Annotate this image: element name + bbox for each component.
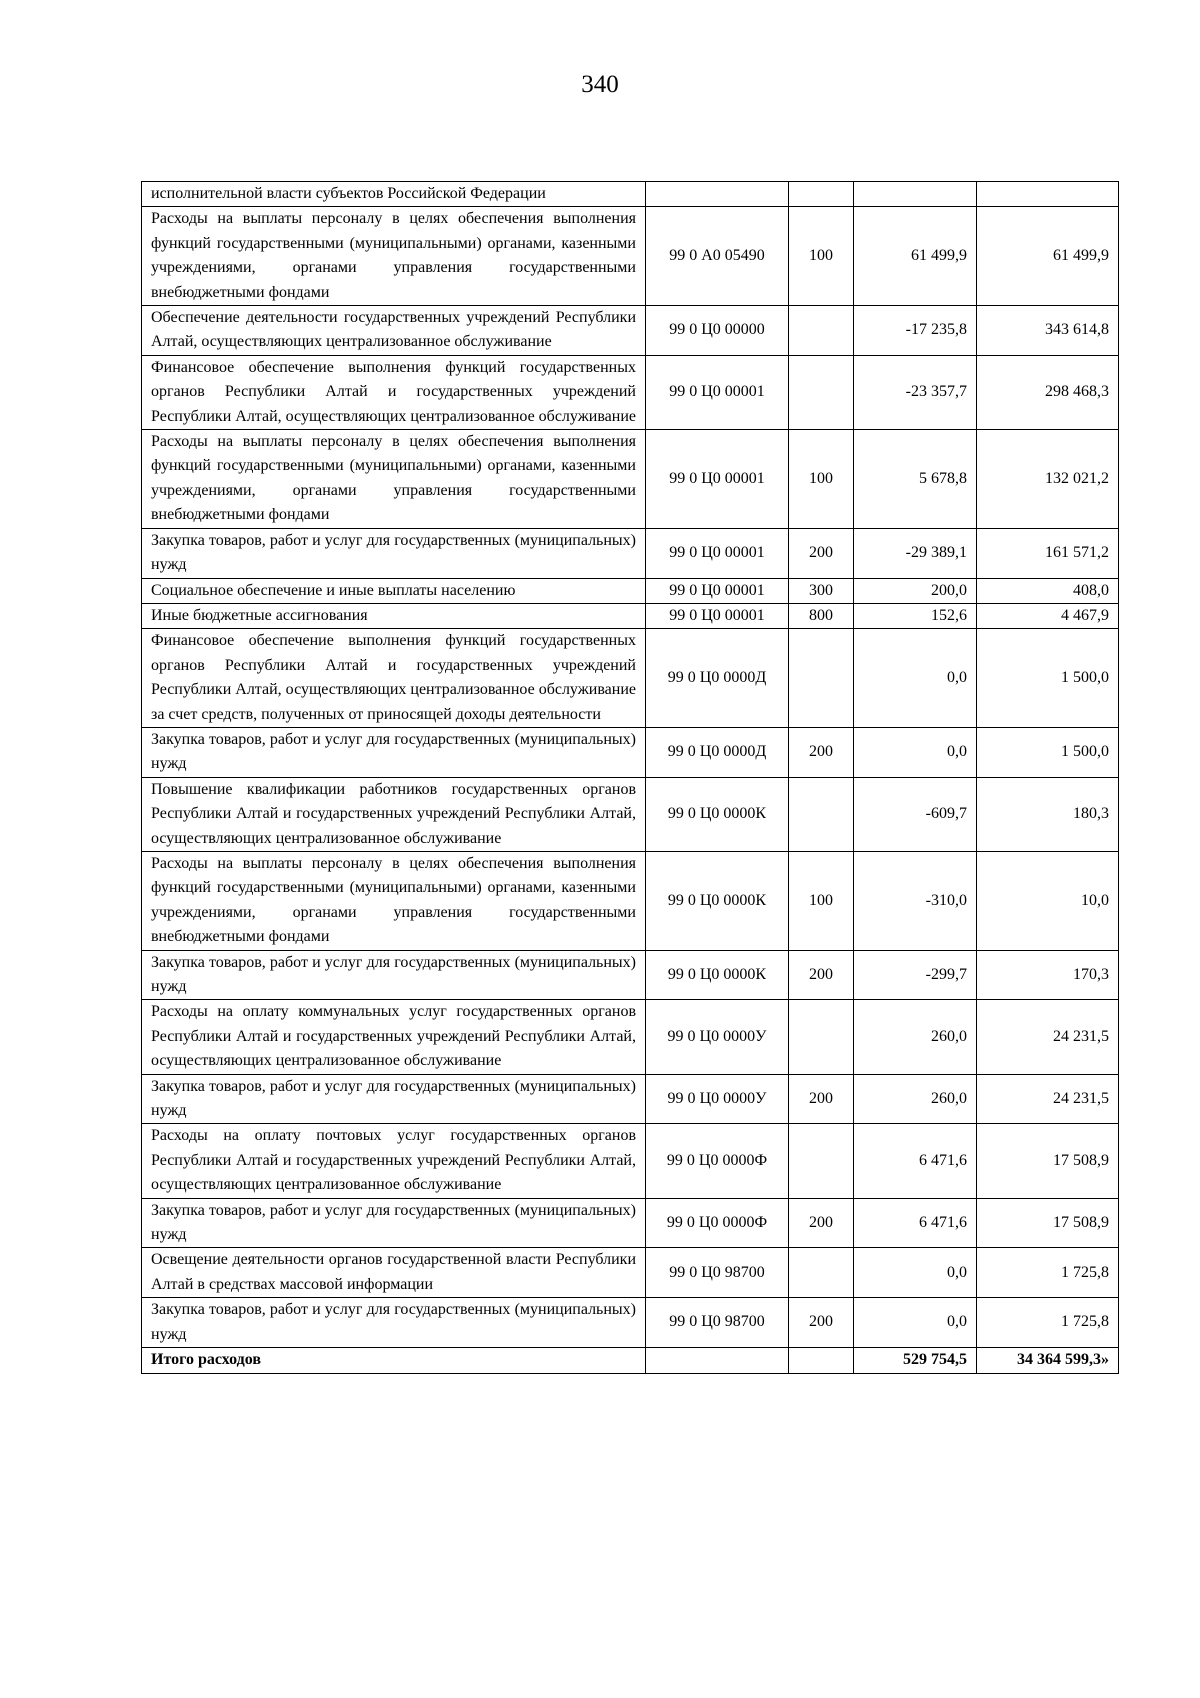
- row-description: Расходы на оплату коммунальных услуг государственных органов Республики Алтай и государственных учреждений Республики Алтай, осуществляющих централизованное обслуживание: [142, 1000, 646, 1074]
- table-row: [142, 1198, 1119, 1248]
- row-target-code: 99 0 Ц0 0000Д: [646, 727, 789, 777]
- row-total-amount: 17 508,9: [977, 1198, 1119, 1248]
- row-total-amount: 1 725,8: [977, 1298, 1119, 1348]
- row-expense-type: 800: [789, 603, 854, 628]
- row-description: исполнительной власти субъектов Российской Федерации: [142, 182, 646, 207]
- row-total-amount: 343 614,8: [977, 306, 1119, 356]
- row-target-code: 99 0 Ц0 00001: [646, 578, 789, 603]
- row-target-code: 99 0 Ц0 0000У: [646, 1000, 789, 1074]
- table-row: [142, 207, 1119, 306]
- row-total-amount: 24 231,5: [977, 1000, 1119, 1074]
- row-change-amount: 260,0: [854, 1000, 977, 1074]
- table-row: [142, 777, 1119, 851]
- total-change-amount: 529 754,5: [854, 1348, 977, 1373]
- row-total-amount: 17 508,9: [977, 1124, 1119, 1198]
- table-row: [142, 1000, 1119, 1074]
- row-description: Закупка товаров, работ и услуг для государственных (муниципальных) нужд: [142, 1298, 646, 1348]
- row-description: Обеспечение деятельности государственных учреждений Республики Алтай, осуществляющих централизованное обслуживание: [142, 306, 646, 356]
- row-target-code: 99 0 Ц0 0000Ф: [646, 1198, 789, 1248]
- row-description: Расходы на выплаты персоналу в целях обеспечения выполнения функций государственными (муниципальными) органами, казенными учреждениями, органами управления государственными внебюджетными фондами: [142, 430, 646, 529]
- row-change-amount: 260,0: [854, 1074, 977, 1124]
- row-total-amount: 10,0: [977, 851, 1119, 950]
- row-target-code: 99 0 Ц0 00001: [646, 355, 789, 429]
- row-expense-type: [789, 182, 854, 207]
- table-row: [142, 355, 1119, 429]
- row-target-code: 99 0 Ц0 0000К: [646, 950, 789, 1000]
- row-total-amount: 1 500,0: [977, 727, 1119, 777]
- row-total-amount: 24 231,5: [977, 1074, 1119, 1124]
- row-expense-type: [789, 1248, 854, 1298]
- row-target-code: 99 0 Ц0 00001: [646, 528, 789, 578]
- row-description: Финансовое обеспечение выполнения функций государственных органов Республики Алтай и государственных учреждений Республики Алтай, осуществляющих централизованное обслуживание за счет средств, полученных от приносящей доходы деятельности: [142, 629, 646, 728]
- row-target-code: 99 0 Ц0 00001: [646, 430, 789, 529]
- row-total-amount: 61 499,9: [977, 207, 1119, 306]
- row-target-code: 99 0 Ц0 00001: [646, 603, 789, 628]
- table-row: [142, 950, 1119, 1000]
- row-change-amount: -609,7: [854, 777, 977, 851]
- table-row: [142, 1124, 1119, 1198]
- row-expense-type: [789, 355, 854, 429]
- row-expense-type: 100: [789, 207, 854, 306]
- row-expense-type: 100: [789, 430, 854, 529]
- table-row: [142, 1298, 1119, 1348]
- row-target-code: 99 0 А0 05490: [646, 207, 789, 306]
- row-description: Закупка товаров, работ и услуг для государственных (муниципальных) нужд: [142, 950, 646, 1000]
- row-target-code: 99 0 Ц0 0000Ф: [646, 1124, 789, 1198]
- row-expense-type: [789, 777, 854, 851]
- table-row: [142, 603, 1119, 628]
- row-description: Закупка товаров, работ и услуг для государственных (муниципальных) нужд: [142, 727, 646, 777]
- row-total-amount: 1 725,8: [977, 1248, 1119, 1298]
- total-label: Итого расходов: [142, 1348, 646, 1373]
- row-description: Расходы на выплаты персоналу в целях обеспечения выполнения функций государственными (муниципальными) органами, казенными учреждениями, органами управления государственными внебюджетными фондами: [142, 851, 646, 950]
- table-row: [142, 629, 1119, 728]
- row-total-amount: [977, 182, 1119, 207]
- row-change-amount: -310,0: [854, 851, 977, 950]
- row-expense-type: 200: [789, 1298, 854, 1348]
- table-row: [142, 727, 1119, 777]
- row-target-code: [646, 182, 789, 207]
- row-description: Закупка товаров, работ и услуг для государственных (муниципальных) нужд: [142, 1074, 646, 1124]
- row-change-amount: -299,7: [854, 950, 977, 1000]
- row-expense-type: 200: [789, 528, 854, 578]
- row-description: Социальное обеспечение и иные выплаты населению: [142, 578, 646, 603]
- row-target-code: 99 0 Ц0 0000У: [646, 1074, 789, 1124]
- table-row: [142, 430, 1119, 529]
- row-change-amount: [854, 182, 977, 207]
- table-row: [142, 1248, 1119, 1298]
- row-total-amount: 180,3: [977, 777, 1119, 851]
- row-change-amount: 0,0: [854, 1248, 977, 1298]
- row-expense-type: 200: [789, 950, 854, 1000]
- row-expense-type: 300: [789, 578, 854, 603]
- row-description: Иные бюджетные ассигнования: [142, 603, 646, 628]
- row-change-amount: 200,0: [854, 578, 977, 603]
- row-description: Закупка товаров, работ и услуг для государственных (муниципальных) нужд: [142, 1198, 646, 1248]
- row-expense-type: [789, 1000, 854, 1074]
- row-description: Расходы на оплату почтовых услуг государственных органов Республики Алтай и государственных учреждений Республики Алтай, осуществляющих централизованное обслуживание: [142, 1124, 646, 1198]
- row-change-amount: 152,6: [854, 603, 977, 628]
- row-change-amount: 0,0: [854, 727, 977, 777]
- row-total-amount: 1 500,0: [977, 629, 1119, 728]
- total-amount: 34 364 599,3»: [977, 1348, 1119, 1373]
- row-change-amount: 61 499,9: [854, 207, 977, 306]
- table-row: [142, 578, 1119, 603]
- total-target-code: [646, 1348, 789, 1373]
- row-target-code: 99 0 Ц0 00000: [646, 306, 789, 356]
- row-description: Освещение деятельности органов государственной власти Республики Алтай в средствах массовой информации: [142, 1248, 646, 1298]
- row-change-amount: 0,0: [854, 629, 977, 728]
- row-change-amount: 5 678,8: [854, 430, 977, 529]
- row-description: Финансовое обеспечение выполнения функций государственных органов Республики Алтай и государственных учреждений Республики Алтай, осуществляющих централизованное обслуживание: [142, 355, 646, 429]
- row-change-amount: -29 389,1: [854, 528, 977, 578]
- row-target-code: 99 0 Ц0 0000К: [646, 777, 789, 851]
- row-change-amount: -23 357,7: [854, 355, 977, 429]
- row-change-amount: 6 471,6: [854, 1124, 977, 1198]
- table-row: [142, 182, 1119, 207]
- total-expense-type: [789, 1348, 854, 1373]
- row-change-amount: 6 471,6: [854, 1198, 977, 1248]
- row-total-amount: 132 021,2: [977, 430, 1119, 529]
- table-row: [142, 851, 1119, 950]
- table-row: [142, 528, 1119, 578]
- table-row: [142, 1074, 1119, 1124]
- row-change-amount: -17 235,8: [854, 306, 977, 356]
- row-description: Расходы на выплаты персоналу в целях обеспечения выполнения функций государственными (муниципальными) органами, казенными учреждениями, органами управления государственными внебюджетными фондами: [142, 207, 646, 306]
- budget-table-body: [142, 182, 1119, 1374]
- row-target-code: 99 0 Ц0 0000Д: [646, 629, 789, 728]
- row-expense-type: 200: [789, 1074, 854, 1124]
- row-total-amount: 161 571,2: [977, 528, 1119, 578]
- budget-table: [141, 181, 1119, 1374]
- row-expense-type: 200: [789, 1198, 854, 1248]
- row-target-code: 99 0 Ц0 98700: [646, 1248, 789, 1298]
- row-total-amount: 4 467,9: [977, 603, 1119, 628]
- row-expense-type: 100: [789, 851, 854, 950]
- row-description: Закупка товаров, работ и услуг для государственных (муниципальных) нужд: [142, 528, 646, 578]
- row-expense-type: [789, 1124, 854, 1198]
- row-total-amount: 298 468,3: [977, 355, 1119, 429]
- row-target-code: 99 0 Ц0 0000К: [646, 851, 789, 950]
- row-total-amount: 408,0: [977, 578, 1119, 603]
- row-change-amount: 0,0: [854, 1298, 977, 1348]
- row-total-amount: 170,3: [977, 950, 1119, 1000]
- page-number: 340: [581, 71, 619, 98]
- row-description: Повышение квалификации работников государственных органов Республики Алтай и государственных учреждений Республики Алтай, осуществляющих централизованное обслуживание: [142, 777, 646, 851]
- table-row: [142, 306, 1119, 356]
- row-expense-type: 200: [789, 727, 854, 777]
- row-expense-type: [789, 306, 854, 356]
- row-target-code: 99 0 Ц0 98700: [646, 1298, 789, 1348]
- row-expense-type: [789, 629, 854, 728]
- total-row: [142, 1348, 1119, 1373]
